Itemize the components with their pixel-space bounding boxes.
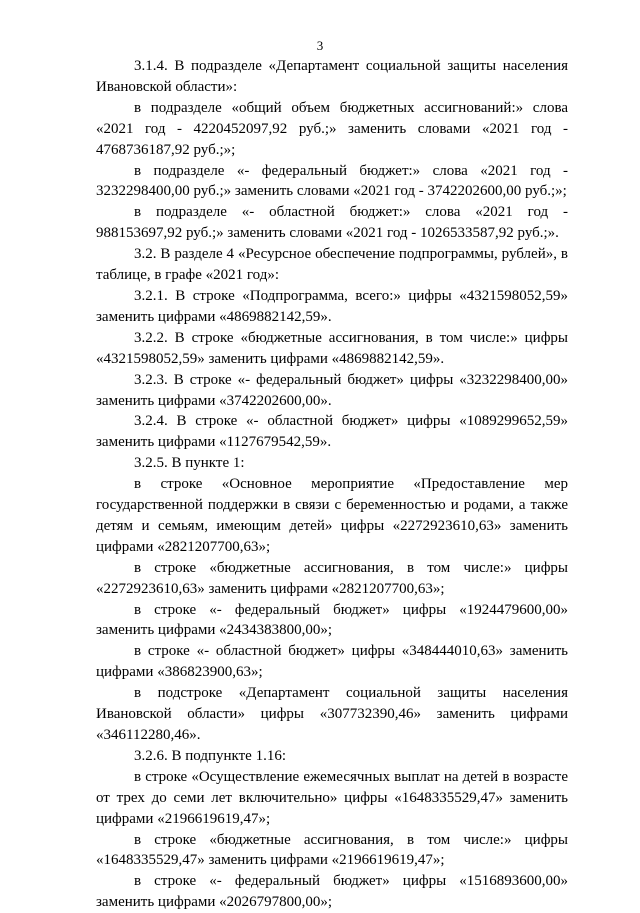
paragraph-regional-budget: в подразделе «- областной бюджет:» слова «2021 год - 988153697,92 руб.;» заменить словами «2021 год - 1026533587,92 руб.;».: [96, 204, 568, 242]
paragraph-allocations-1-16: в строке «бюджетные ассигнования, в том числе:» цифры «1648335529,47» заменить цифрами «2196619619,47»;: [96, 831, 568, 869]
paragraph-allocations-1: в строке «бюджетные ассигнования, в том числе:» цифры «2272923610,63» заменить цифрами «2821207700,63»;: [96, 559, 568, 597]
paragraph-3-2-2: 3.2.2. В строке «бюджетные ассигнования, в том числе:» цифры «4321598052,59» заменить цифрами «4869882142,59».: [96, 329, 568, 367]
paragraph-3-2-5: 3.2.5. В пункте 1:: [134, 455, 245, 472]
paragraph-department-subline: в подстроке «Департамент социальной защиты населения Ивановской области» цифры «307732390,46» заменить цифрами «346112280,46».: [96, 685, 568, 743]
paragraph-main-activity: в строке «Основное мероприятие «Предоставление мер государственной поддержки в связи с беременностью и родами, а также детям и семьям, имеющим детей» цифры «2272923610,63» заменить цифрами «2821207700,63»;: [96, 476, 568, 555]
paragraph-total-allocations: в подразделе «общий объем бюджетных ассигнований:» слова «2021 год - 4220452097,92 руб.;» заменить словами «2021 год - 4768736187,92 руб.;»;: [96, 99, 568, 158]
paragraph-3-2-4: 3.2.4. В строке «- областной бюджет» цифры «1089299652,59» заменить цифрами «1127679542,59».: [96, 413, 568, 451]
page-number: 3: [316, 38, 324, 53]
paragraph-federal-1: в строке «- федеральный бюджет» цифры «1924479600,00» заменить цифрами «2434383800,00»;: [96, 601, 568, 639]
paragraph-3-1-4: 3.1.4. В подразделе «Департамент социальной защиты населения Ивановской области»:: [96, 58, 568, 95]
paragraph-federal-budget: в подразделе «- федеральный бюджет:» слова «2021 год - 3232298400,00 руб.;» заменить словами «2021 год - 3742202600,00 руб.;»;: [96, 162, 568, 200]
paragraph-3-2: 3.2. В разделе 4 «Ресурсное обеспечение подпрограммы, рублей», в таблице, в графе «2021 год»:: [96, 246, 568, 284]
paragraph-monthly-payments: в строке «Осуществление ежемесячных выплат на детей в возрасте от трех до семи лет включительно» цифры «1648335529,47» заменить цифрами «2196619619,47»;: [96, 768, 568, 827]
paragraph-3-2-1: 3.2.1. В строке «Подпрограмма, всего:» цифры «4321598052,59» заменить цифрами «4869882142,59».: [96, 287, 568, 325]
paragraph-regional-1: в строке «- областной бюджет» цифры «348444010,63» заменить цифрами «386823900,63»;: [96, 643, 568, 681]
document-body: [96, 56, 568, 913]
paragraph-3-2-3: 3.2.3. В строке «- федеральный бюджет» цифры «3232298400,00» заменить цифрами «3742202600,00».: [96, 371, 568, 409]
paragraph-federal-1-16: в строке «- федеральный бюджет» цифры «1516893600,00» заменить цифрами «2026797800,00»;: [96, 873, 568, 911]
paragraph-3-2-6: 3.2.6. В подпункте 1.16:: [134, 747, 287, 764]
